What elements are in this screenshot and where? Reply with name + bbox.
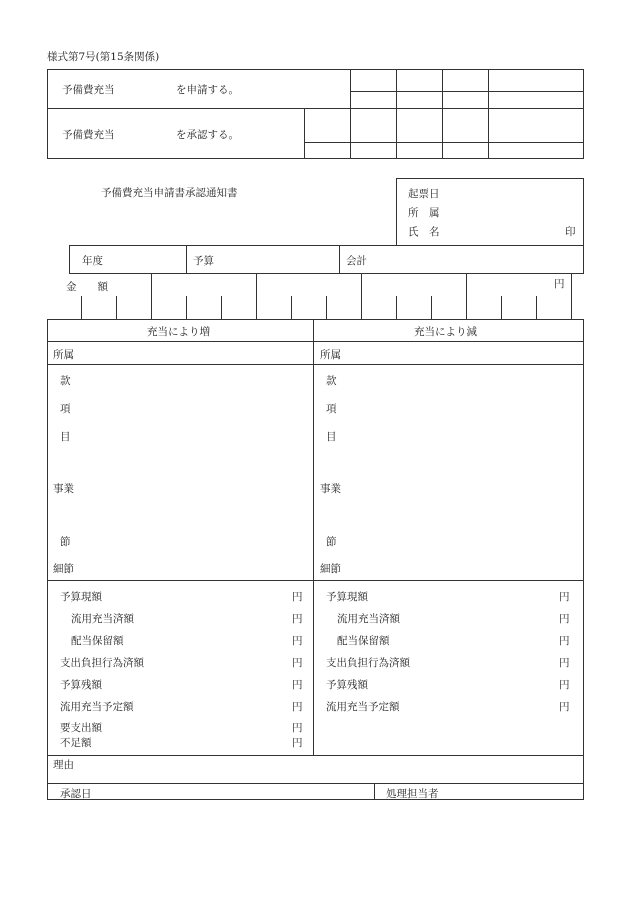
increase-dept-label: 所属 xyxy=(53,349,74,361)
form-number: 様式第7号(第15条関係) xyxy=(47,51,160,63)
increase-amount-label: 配当保留額 xyxy=(71,635,124,647)
increase-moku-label: 目 xyxy=(60,431,71,443)
ticket-dept-label: 所 属 xyxy=(408,207,440,219)
increase-amount-label: 流用充当済額 xyxy=(71,613,134,625)
increase-amount-label: 要支出額 xyxy=(60,722,102,734)
decrease-dept-label: 所属 xyxy=(320,349,341,361)
yen-unit: 円 xyxy=(559,591,570,603)
yen-unit: 円 xyxy=(559,657,570,669)
yen-unit: 円 xyxy=(292,701,303,713)
increase-amount-label: 支出負担行為済額 xyxy=(60,657,144,669)
page-title: 予備費充当申請書承認通知書 xyxy=(101,187,238,199)
decrease-amount-label: 予算現額 xyxy=(326,591,368,603)
decrease-amount-label: 予算残額 xyxy=(326,679,368,691)
apply-action: を申請する。 xyxy=(176,84,239,96)
amount-label: 金 額 xyxy=(66,281,108,293)
decrease-kan-label: 款 xyxy=(326,375,337,387)
increase-jigyo-label: 事業 xyxy=(53,483,74,495)
decrease-setsu-label: 節 xyxy=(326,536,337,548)
budget-label: 予算 xyxy=(193,255,214,267)
reason-label: 理由 xyxy=(53,759,74,771)
yen-unit: 円 xyxy=(292,657,303,669)
amount-unit: 円 xyxy=(554,278,565,290)
increase-kou-label: 項 xyxy=(60,403,71,415)
increase-kan-label: 款 xyxy=(60,375,71,387)
decrease-saisetsu-label: 細節 xyxy=(320,563,341,575)
increase-header: 充当により増 xyxy=(147,326,210,338)
decrease-amount-label: 流用充当予定額 xyxy=(326,701,400,713)
yen-unit: 円 xyxy=(292,679,303,691)
decrease-amount-label: 流用充当済額 xyxy=(337,613,400,625)
yen-unit: 円 xyxy=(559,701,570,713)
yen-unit: 円 xyxy=(292,722,303,734)
yen-unit: 円 xyxy=(292,737,303,749)
decrease-kou-label: 項 xyxy=(326,403,337,415)
seal-mark: 印 xyxy=(565,226,576,238)
decrease-jigyo-label: 事業 xyxy=(320,483,341,495)
yen-unit: 円 xyxy=(292,635,303,647)
increase-amount-label: 予算現額 xyxy=(60,591,102,603)
apply-label: 予備費充当 xyxy=(62,84,115,96)
increase-setsu-label: 節 xyxy=(60,536,71,548)
decrease-header: 充当により減 xyxy=(414,326,477,338)
approval-date-label: 承認日 xyxy=(60,788,92,800)
decrease-moku-label: 目 xyxy=(326,431,337,443)
yen-unit: 円 xyxy=(559,613,570,625)
yen-unit: 円 xyxy=(292,613,303,625)
yen-unit: 円 xyxy=(559,679,570,691)
approve-action: を承認する。 xyxy=(176,129,239,141)
yen-unit: 円 xyxy=(292,591,303,603)
yen-unit: 円 xyxy=(559,635,570,647)
increase-saisetsu-label: 細節 xyxy=(53,563,74,575)
decrease-amount-label: 配当保留額 xyxy=(337,635,390,647)
decrease-amount-label: 支出負担行為済額 xyxy=(326,657,410,669)
account-label: 会計 xyxy=(346,255,367,267)
handler-label: 処理担当者 xyxy=(386,788,439,800)
approve-label: 予備費充当 xyxy=(62,129,115,141)
increase-amount-label: 流用充当予定額 xyxy=(60,701,134,713)
increase-amount-label: 予算残額 xyxy=(60,679,102,691)
ticket-date-label: 起票日 xyxy=(408,188,440,200)
fiscal-year-label: 年度 xyxy=(82,255,103,267)
increase-amount-label: 不足額 xyxy=(60,737,92,749)
ticket-name-label: 氏 名 xyxy=(408,226,440,238)
